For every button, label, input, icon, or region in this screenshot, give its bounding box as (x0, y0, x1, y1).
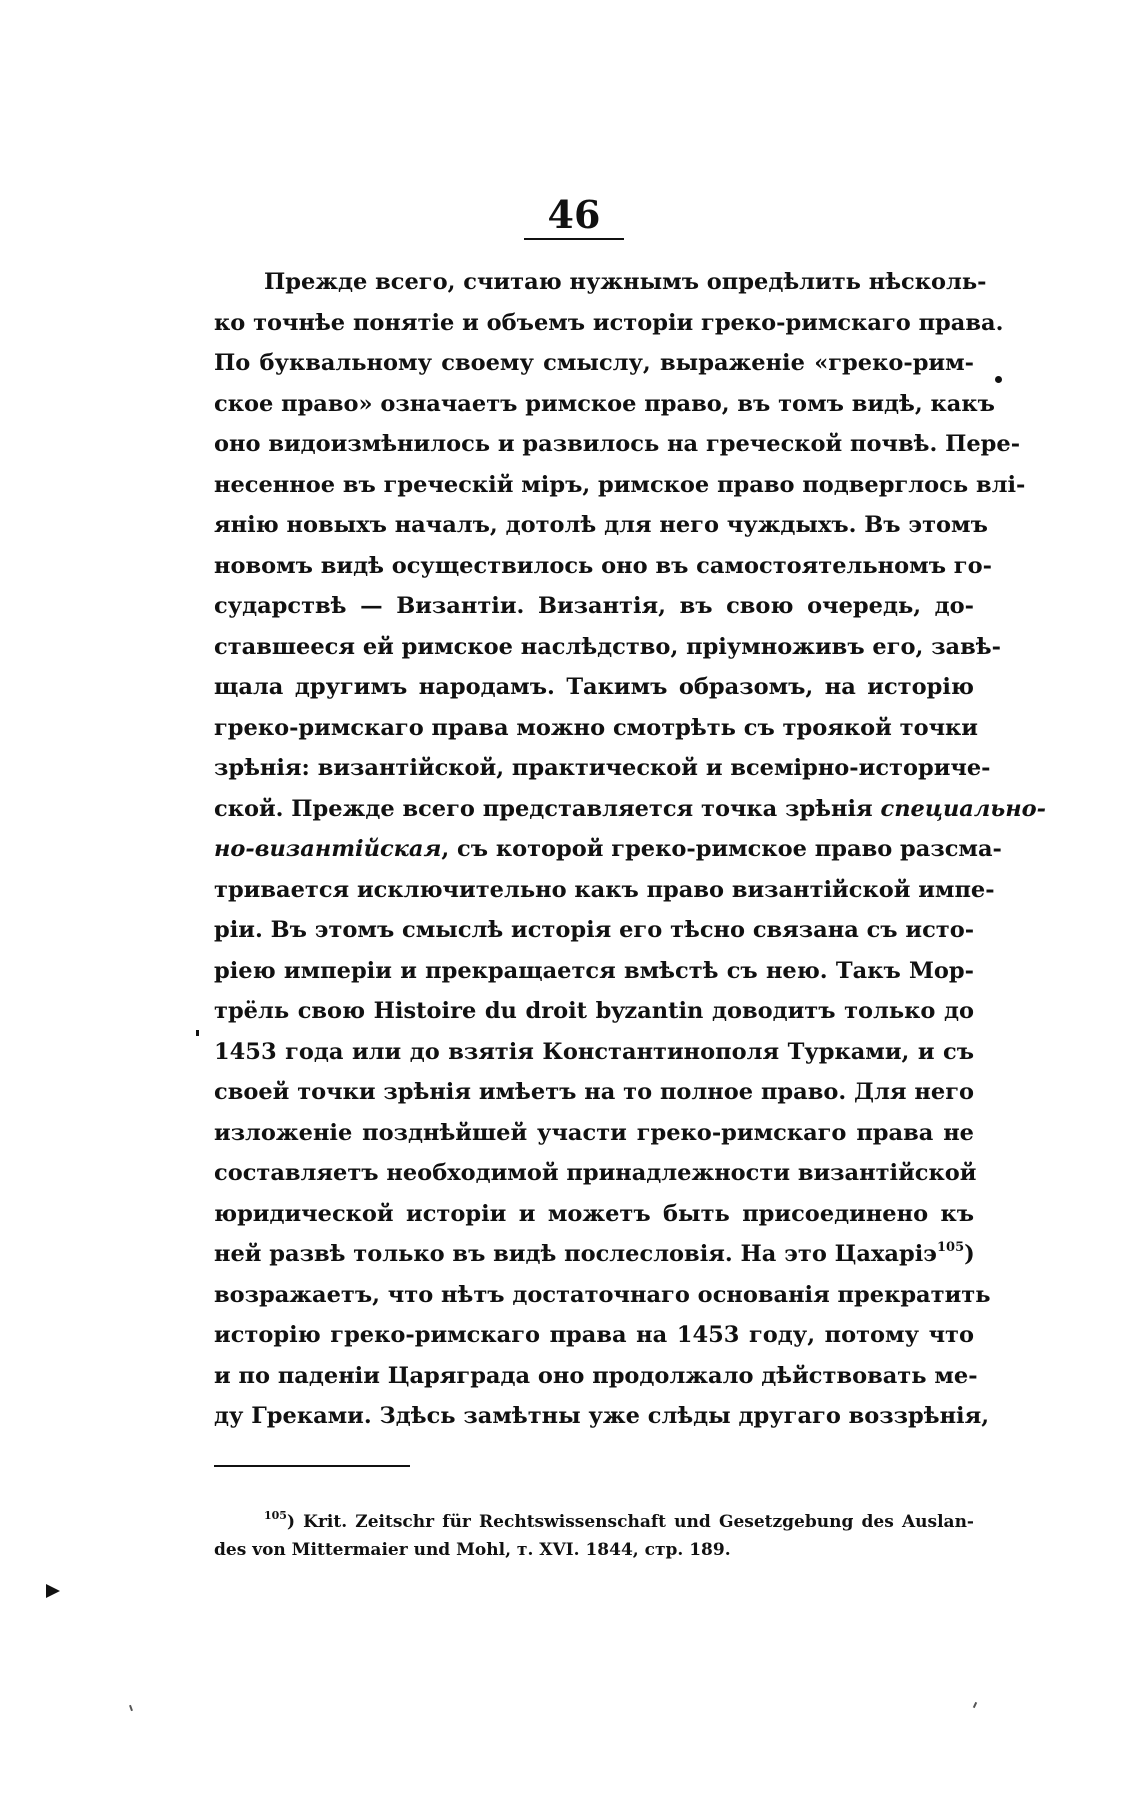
text-line (214, 1234, 974, 1275)
italic-term: специально- (880, 795, 1046, 822)
text-segment: ) (964, 1241, 975, 1267)
text-line: сударствѣ — Византіи. Византія, въ свою очередь, до- (214, 593, 974, 619)
scan-speck (973, 1702, 977, 1708)
footnote-reference: 105 (936, 1240, 965, 1255)
margin-dot-mark (995, 376, 1002, 383)
footnote-text: ) Krit. Zeitschr für Rechtswissenschaft und Gesetzgebung des Auslan- (286, 1512, 974, 1532)
footnote-marker: 105 (264, 1509, 287, 1522)
text-line: щала другимъ народамъ. Такимъ образомъ, на исторію (214, 674, 974, 700)
text-line: тривается исключительно какъ право византійской импе- (214, 876, 995, 903)
text-line: Прежде всего, считаю нужнымъ опредѣлить нѣсколь- (264, 269, 987, 295)
body-text (214, 262, 1046, 1437)
text-line: ставшееся ей римское наслѣдство, пріумноживъ его, завѣ- (214, 633, 1001, 660)
text-line: ко точнѣе понятіе и объемъ исторіи греко-римскаго права. (214, 309, 1004, 336)
text-line: оно видоизмѣнилось и развилось на греческой почвѣ. Пере- (214, 431, 1021, 457)
text-line: По буквальному своему смыслу, выраженіе «греко-рим- (214, 350, 974, 376)
italic-term: но-византійская (214, 836, 442, 862)
text-line: своей точки зрѣнія имѣетъ на то полное право. Для него (214, 1079, 974, 1105)
text-line: ріи. Въ этомъ смыслѣ исторія его тѣсно связана съ исто- (214, 917, 975, 943)
page-number: 46 (547, 192, 601, 237)
text-line: возражаетъ, что нѣтъ достаточнаго основанія прекратить (214, 1281, 991, 1308)
footnote-separator (214, 1465, 410, 1467)
footnote-line: des von Mittermaier und Mohl, т. XVI. 1844, стр. 189. (214, 1540, 731, 1560)
text-line: новомъ видѣ осуществилось оно въ самостоятельномъ го- (214, 552, 992, 579)
text-line: изложеніе позднѣйшей участи греко-римскаго права не (214, 1119, 974, 1146)
scan-speck (129, 1705, 133, 1711)
text-segment: , съ которой греко-римское право разсма- (441, 836, 1002, 862)
text-line: ское право» означаетъ римское право, въ томъ видѣ, какъ (214, 390, 995, 417)
text-line: составляетъ необходимой принадлежности византійской (214, 1160, 977, 1186)
text-line: юридической исторіи и можетъ быть присоединено къ (214, 1200, 974, 1227)
text-segment: ской. Прежде всего представляется точка зрѣнія (214, 795, 873, 822)
text-line: исторію греко-римскаго права на 1453 году, потому что (214, 1322, 974, 1348)
text-line: греко-римскаго права можно смотрѣть съ троякой точки (214, 714, 978, 741)
text-line (214, 829, 1002, 870)
text-line: ріею имперіи и прекращается вмѣстѣ съ нею. Такъ Мор- (214, 957, 974, 984)
text-line: несенное въ греческій міръ, римское право подверглось влі- (214, 471, 1026, 498)
text-line (214, 789, 1046, 830)
margin-arrow-mark (46, 1584, 60, 1598)
footnotes (214, 1508, 974, 1564)
text-line: и по паденіи Царяграда оно продолжало дѣйствовать ме- (214, 1362, 978, 1389)
text-segment: ней развѣ только въ видѣ послесловія. На это Цахаріэ (214, 1241, 937, 1267)
page-number-rule (524, 238, 624, 240)
text-line: трёль свою Histoire du droit byzantin доводитъ только до (214, 998, 974, 1024)
text-line: зрѣнія: византійской, практической и всемірно-историче- (214, 755, 991, 781)
footnote-line (214, 1508, 974, 1536)
text-line: ду Греками. Здѣсь замѣтны уже слѣды другаго воззрѣнія, (214, 1403, 990, 1429)
margin-tick-mark (196, 1030, 199, 1036)
text-line: янію новыхъ началъ, дотолѣ для него чуждыхъ. Въ этомъ (214, 512, 988, 538)
text-line: 1453 года или до взятія Константинополя Турками, и съ (214, 1038, 974, 1065)
